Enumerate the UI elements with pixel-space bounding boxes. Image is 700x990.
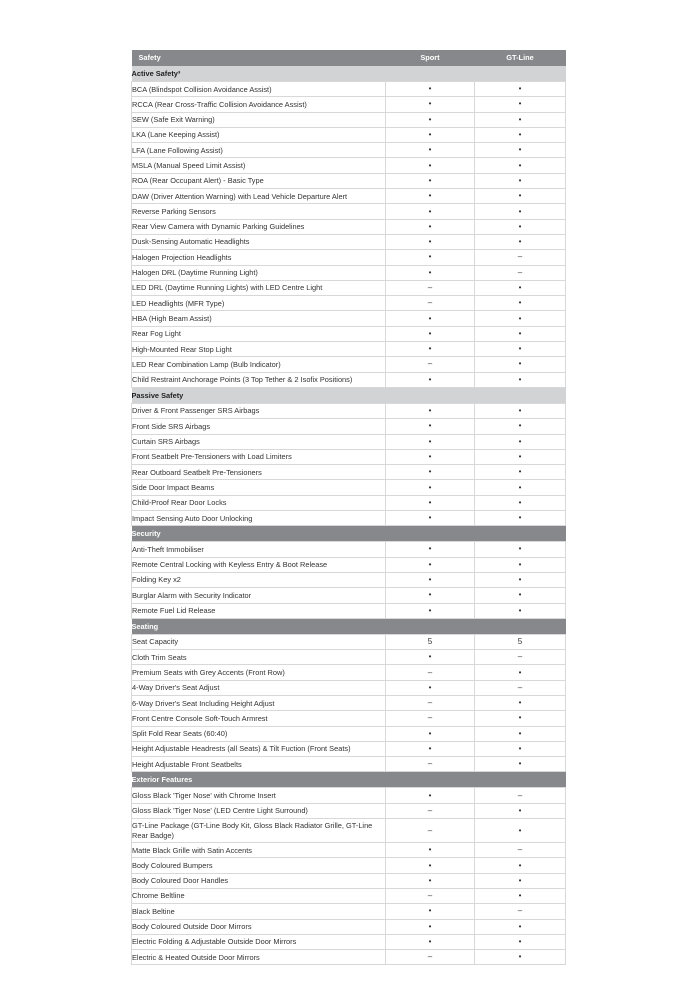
feature-name: RCCA (Rear Cross-Traffic Collision Avoidance Assist) xyxy=(132,97,386,112)
sport-value: – xyxy=(386,296,475,311)
feature-name: Height Adjustable Front Seatbelts xyxy=(132,757,386,772)
gtline-value: • xyxy=(475,419,566,434)
feature-name: GT-Line Package (GT-Line Body Kit, Gloss Black Radiator Grille, GT-Line Rear Badge) xyxy=(132,819,386,843)
gtline-value: • xyxy=(475,465,566,480)
feature-name: Reverse Parking Sensors xyxy=(132,204,386,219)
gtline-value: • xyxy=(475,873,566,888)
sport-value: – xyxy=(386,757,475,772)
header-category: Safety xyxy=(132,50,386,66)
gtline-value: • xyxy=(475,557,566,572)
feature-name: Driver & Front Passenger SRS Airbags xyxy=(132,403,386,418)
gtline-value: • xyxy=(475,757,566,772)
sport-value: – xyxy=(386,280,475,295)
table-row xyxy=(132,480,566,495)
feature-name: Impact Sensing Auto Door Unlocking xyxy=(132,511,386,526)
table-row xyxy=(132,311,566,326)
gtline-value: • xyxy=(475,296,566,311)
sport-value: – xyxy=(386,695,475,710)
table-row xyxy=(132,280,566,295)
sport-value: • xyxy=(386,173,475,188)
sport-value: • xyxy=(386,511,475,526)
table-row xyxy=(132,873,566,888)
gtline-value: • xyxy=(475,234,566,249)
gtline-value: • xyxy=(475,603,566,618)
gtline-value: • xyxy=(475,726,566,741)
feature-name: LED DRL (Daytime Running Lights) with LED Centre Light xyxy=(132,280,386,295)
feature-name: Height Adjustable Headrests (all Seats) & Tilt Fuction (Front Seats) xyxy=(132,741,386,756)
table-row xyxy=(132,219,566,234)
table-row xyxy=(132,542,566,557)
sport-value: • xyxy=(386,372,475,387)
sport-value: • xyxy=(386,495,475,510)
sport-value: • xyxy=(386,542,475,557)
section-title: Passive Safety xyxy=(132,387,566,403)
section-title: Seating xyxy=(132,618,566,634)
gtline-value: • xyxy=(475,449,566,464)
feature-name: Front Side SRS Airbags xyxy=(132,419,386,434)
sport-value: • xyxy=(386,465,475,480)
feature-name: Front Seatbelt Pre-Tensioners with Load Limiters xyxy=(132,449,386,464)
feature-name: Anti-Theft Immobiliser xyxy=(132,542,386,557)
sport-value: • xyxy=(386,189,475,204)
gtline-value: • xyxy=(475,711,566,726)
table-row xyxy=(132,158,566,173)
gtline-value: • xyxy=(475,219,566,234)
section-title: Security xyxy=(132,526,566,542)
feature-name: Curtain SRS Airbags xyxy=(132,434,386,449)
table-row xyxy=(132,711,566,726)
table-row xyxy=(132,342,566,357)
table-row xyxy=(132,919,566,934)
feature-name: Electric Folding & Adjustable Outside Door Mirrors xyxy=(132,934,386,949)
table-row xyxy=(132,296,566,311)
gtline-value: • xyxy=(475,572,566,587)
gtline-value: • xyxy=(475,741,566,756)
gtline-value: • xyxy=(475,173,566,188)
feature-name: LED Headlights (MFR Type) xyxy=(132,296,386,311)
table-row xyxy=(132,403,566,418)
gtline-value: • xyxy=(475,511,566,526)
sport-value: • xyxy=(386,419,475,434)
table-row xyxy=(132,650,566,665)
sport-value: – xyxy=(386,950,475,965)
feature-name: DAW (Driver Attention Warning) with Lead Vehicle Departure Alert xyxy=(132,189,386,204)
table-row xyxy=(132,757,566,772)
table-row xyxy=(132,265,566,280)
table-row xyxy=(132,888,566,903)
sport-value: • xyxy=(386,572,475,587)
feature-name: Side Door Impact Beams xyxy=(132,480,386,495)
sport-value: • xyxy=(386,934,475,949)
feature-name: Matte Black Grille with Satin Accents xyxy=(132,843,386,858)
feature-name: ROA (Rear Occupant Alert) - Basic Type xyxy=(132,173,386,188)
table-row xyxy=(132,357,566,372)
gtline-value: • xyxy=(475,403,566,418)
table-row xyxy=(132,434,566,449)
table-row xyxy=(132,326,566,341)
sport-value: – xyxy=(386,357,475,372)
table-row xyxy=(132,588,566,603)
table-row xyxy=(132,950,566,965)
table-row xyxy=(132,934,566,949)
table-row xyxy=(132,803,566,818)
sport-value: • xyxy=(386,741,475,756)
feature-name: Cloth Trim Seats xyxy=(132,650,386,665)
sport-value: • xyxy=(386,112,475,127)
sport-value: • xyxy=(386,726,475,741)
gtline-value: • xyxy=(475,189,566,204)
table-row xyxy=(132,904,566,919)
gtline-value: • xyxy=(475,372,566,387)
header-sport: Sport xyxy=(386,50,475,66)
table-row xyxy=(132,495,566,510)
gtline-value: – xyxy=(475,250,566,265)
feature-name: Seat Capacity xyxy=(132,634,386,649)
table-row xyxy=(132,97,566,112)
sport-value: • xyxy=(386,919,475,934)
feature-name: Remote Fuel Lid Release xyxy=(132,603,386,618)
gtline-value: – xyxy=(475,843,566,858)
feature-name: Child-Proof Rear Door Locks xyxy=(132,495,386,510)
sport-value: • xyxy=(386,326,475,341)
sport-value: – xyxy=(386,803,475,818)
feature-name: Halogen DRL (Daytime Running Light) xyxy=(132,265,386,280)
sport-value: • xyxy=(386,858,475,873)
gtline-value: • xyxy=(475,158,566,173)
feature-name: 4-Way Driver's Seat Adjust xyxy=(132,680,386,695)
feature-name: BCA (Blindspot Collision Avoidance Assist) xyxy=(132,82,386,97)
table-row xyxy=(132,234,566,249)
table-row xyxy=(132,419,566,434)
sport-value: • xyxy=(386,588,475,603)
table-header xyxy=(132,50,566,66)
feature-name: Burglar Alarm with Security Indicator xyxy=(132,588,386,603)
gtline-value: • xyxy=(475,480,566,495)
gtline-value: – xyxy=(475,788,566,803)
sport-value: • xyxy=(386,480,475,495)
sport-value: • xyxy=(386,403,475,418)
table-row xyxy=(132,726,566,741)
sport-value: – xyxy=(386,888,475,903)
sport-value: • xyxy=(386,873,475,888)
section-header xyxy=(132,526,566,542)
feature-name: Body Coloured Door Handles xyxy=(132,873,386,888)
table-row xyxy=(132,189,566,204)
gtline-value: • xyxy=(475,311,566,326)
sport-value: • xyxy=(386,342,475,357)
section-title: Active Safety³ xyxy=(132,66,566,82)
gtline-value: • xyxy=(475,934,566,949)
table-row xyxy=(132,680,566,695)
gtline-value: • xyxy=(475,542,566,557)
feature-name: HBA (High Beam Assist) xyxy=(132,311,386,326)
gtline-value: • xyxy=(475,495,566,510)
feature-name: Remote Central Locking with Keyless Entry & Boot Release xyxy=(132,557,386,572)
gtline-value: • xyxy=(475,919,566,934)
gtline-value: • xyxy=(475,357,566,372)
feature-name: Black Beltine xyxy=(132,904,386,919)
feature-name: Electric & Heated Outside Door Mirrors xyxy=(132,950,386,965)
sport-value: • xyxy=(386,82,475,97)
gtline-value: • xyxy=(475,82,566,97)
sport-value: • xyxy=(386,434,475,449)
feature-name: Rear Fog Light xyxy=(132,326,386,341)
table-row xyxy=(132,788,566,803)
feature-name: Split Fold Rear Seats (60:40) xyxy=(132,726,386,741)
sport-value: • xyxy=(386,234,475,249)
table-row xyxy=(132,250,566,265)
feature-name: Chrome Beltline xyxy=(132,888,386,903)
feature-name: Premium Seats with Grey Accents (Front Row) xyxy=(132,665,386,680)
sport-value: • xyxy=(386,158,475,173)
sport-value: • xyxy=(386,97,475,112)
feature-name: Body Coloured Bumpers xyxy=(132,858,386,873)
feature-name: Child Restraint Anchorage Points (3 Top Tether & 2 Isofix Positions) xyxy=(132,372,386,387)
table-row xyxy=(132,143,566,158)
sport-value: • xyxy=(386,265,475,280)
feature-name: Rear Outboard Seatbelt Pre-Tensioners xyxy=(132,465,386,480)
gtline-value: – xyxy=(475,904,566,919)
sport-value: • xyxy=(386,449,475,464)
sport-value: 5 xyxy=(386,634,475,649)
sport-value: • xyxy=(386,557,475,572)
sport-value: – xyxy=(386,665,475,680)
table-row xyxy=(132,695,566,710)
header-gtline: GT-Line xyxy=(475,50,566,66)
table-row xyxy=(132,557,566,572)
table-row xyxy=(132,511,566,526)
gtline-value: • xyxy=(475,950,566,965)
table-row xyxy=(132,127,566,142)
table-row xyxy=(132,634,566,649)
table-row xyxy=(132,819,566,843)
gtline-value: • xyxy=(475,127,566,142)
table-row xyxy=(132,572,566,587)
gtline-value: • xyxy=(475,342,566,357)
feature-name: Gloss Black 'Tiger Nose' (LED Centre Light Surround) xyxy=(132,803,386,818)
gtline-value: • xyxy=(475,858,566,873)
feature-name: 6-Way Driver's Seat Including Height Adjust xyxy=(132,695,386,710)
gtline-value: 5 xyxy=(475,634,566,649)
table-row xyxy=(132,741,566,756)
gtline-value: • xyxy=(475,588,566,603)
feature-name: Dusk-Sensing Automatic Headlights xyxy=(132,234,386,249)
table-row xyxy=(132,843,566,858)
sport-value: • xyxy=(386,311,475,326)
sport-value: • xyxy=(386,650,475,665)
section-header xyxy=(132,772,566,788)
gtline-value: • xyxy=(475,143,566,158)
sport-value: • xyxy=(386,127,475,142)
sport-value: • xyxy=(386,788,475,803)
feature-name: Rear View Camera with Dynamic Parking Guidelines xyxy=(132,219,386,234)
sport-value: • xyxy=(386,250,475,265)
feature-name: Front Centre Console Soft-Touch Armrest xyxy=(132,711,386,726)
gtline-value: • xyxy=(475,434,566,449)
sport-value: • xyxy=(386,904,475,919)
gtline-value: • xyxy=(475,326,566,341)
table-row xyxy=(132,449,566,464)
gtline-value: – xyxy=(475,650,566,665)
subsection-header xyxy=(132,387,566,403)
subsection-header xyxy=(132,66,566,82)
feature-name: High-Mounted Rear Stop Light xyxy=(132,342,386,357)
table-row xyxy=(132,82,566,97)
gtline-value: • xyxy=(475,819,566,843)
sport-value: – xyxy=(386,819,475,843)
gtline-value: • xyxy=(475,112,566,127)
feature-name: LKA (Lane Keeping Assist) xyxy=(132,127,386,142)
gtline-value: – xyxy=(475,680,566,695)
feature-name: Gloss Black 'Tiger Nose' with Chrome Insert xyxy=(132,788,386,803)
gtline-value: – xyxy=(475,265,566,280)
gtline-value: • xyxy=(475,97,566,112)
gtline-value: • xyxy=(475,280,566,295)
sport-value: • xyxy=(386,143,475,158)
gtline-value: • xyxy=(475,803,566,818)
table-row xyxy=(132,603,566,618)
feature-name: SEW (Safe Exit Warning) xyxy=(132,112,386,127)
feature-name: Halogen Projection Headlights xyxy=(132,250,386,265)
gtline-value: • xyxy=(475,888,566,903)
table-row xyxy=(132,204,566,219)
sport-value: • xyxy=(386,843,475,858)
table-row xyxy=(132,465,566,480)
section-header xyxy=(132,618,566,634)
feature-name: Folding Key x2 xyxy=(132,572,386,587)
feature-name: Body Coloured Outside Door Mirrors xyxy=(132,919,386,934)
section-title: Exterior Features xyxy=(132,772,566,788)
spec-body xyxy=(132,66,566,965)
sport-value: • xyxy=(386,219,475,234)
feature-name: LFA (Lane Following Assist) xyxy=(132,143,386,158)
table-row xyxy=(132,858,566,873)
sport-value: – xyxy=(386,711,475,726)
table-row xyxy=(132,665,566,680)
table-row xyxy=(132,112,566,127)
table-row xyxy=(132,372,566,387)
feature-name: MSLA (Manual Speed Limit Assist) xyxy=(132,158,386,173)
gtline-value: • xyxy=(475,695,566,710)
gtline-value: • xyxy=(475,204,566,219)
sport-value: • xyxy=(386,204,475,219)
spec-table xyxy=(131,50,566,965)
table-row xyxy=(132,173,566,188)
feature-name: LED Rear Combination Lamp (Bulb Indicator) xyxy=(132,357,386,372)
sport-value: • xyxy=(386,680,475,695)
sport-value: • xyxy=(386,603,475,618)
gtline-value: • xyxy=(475,665,566,680)
